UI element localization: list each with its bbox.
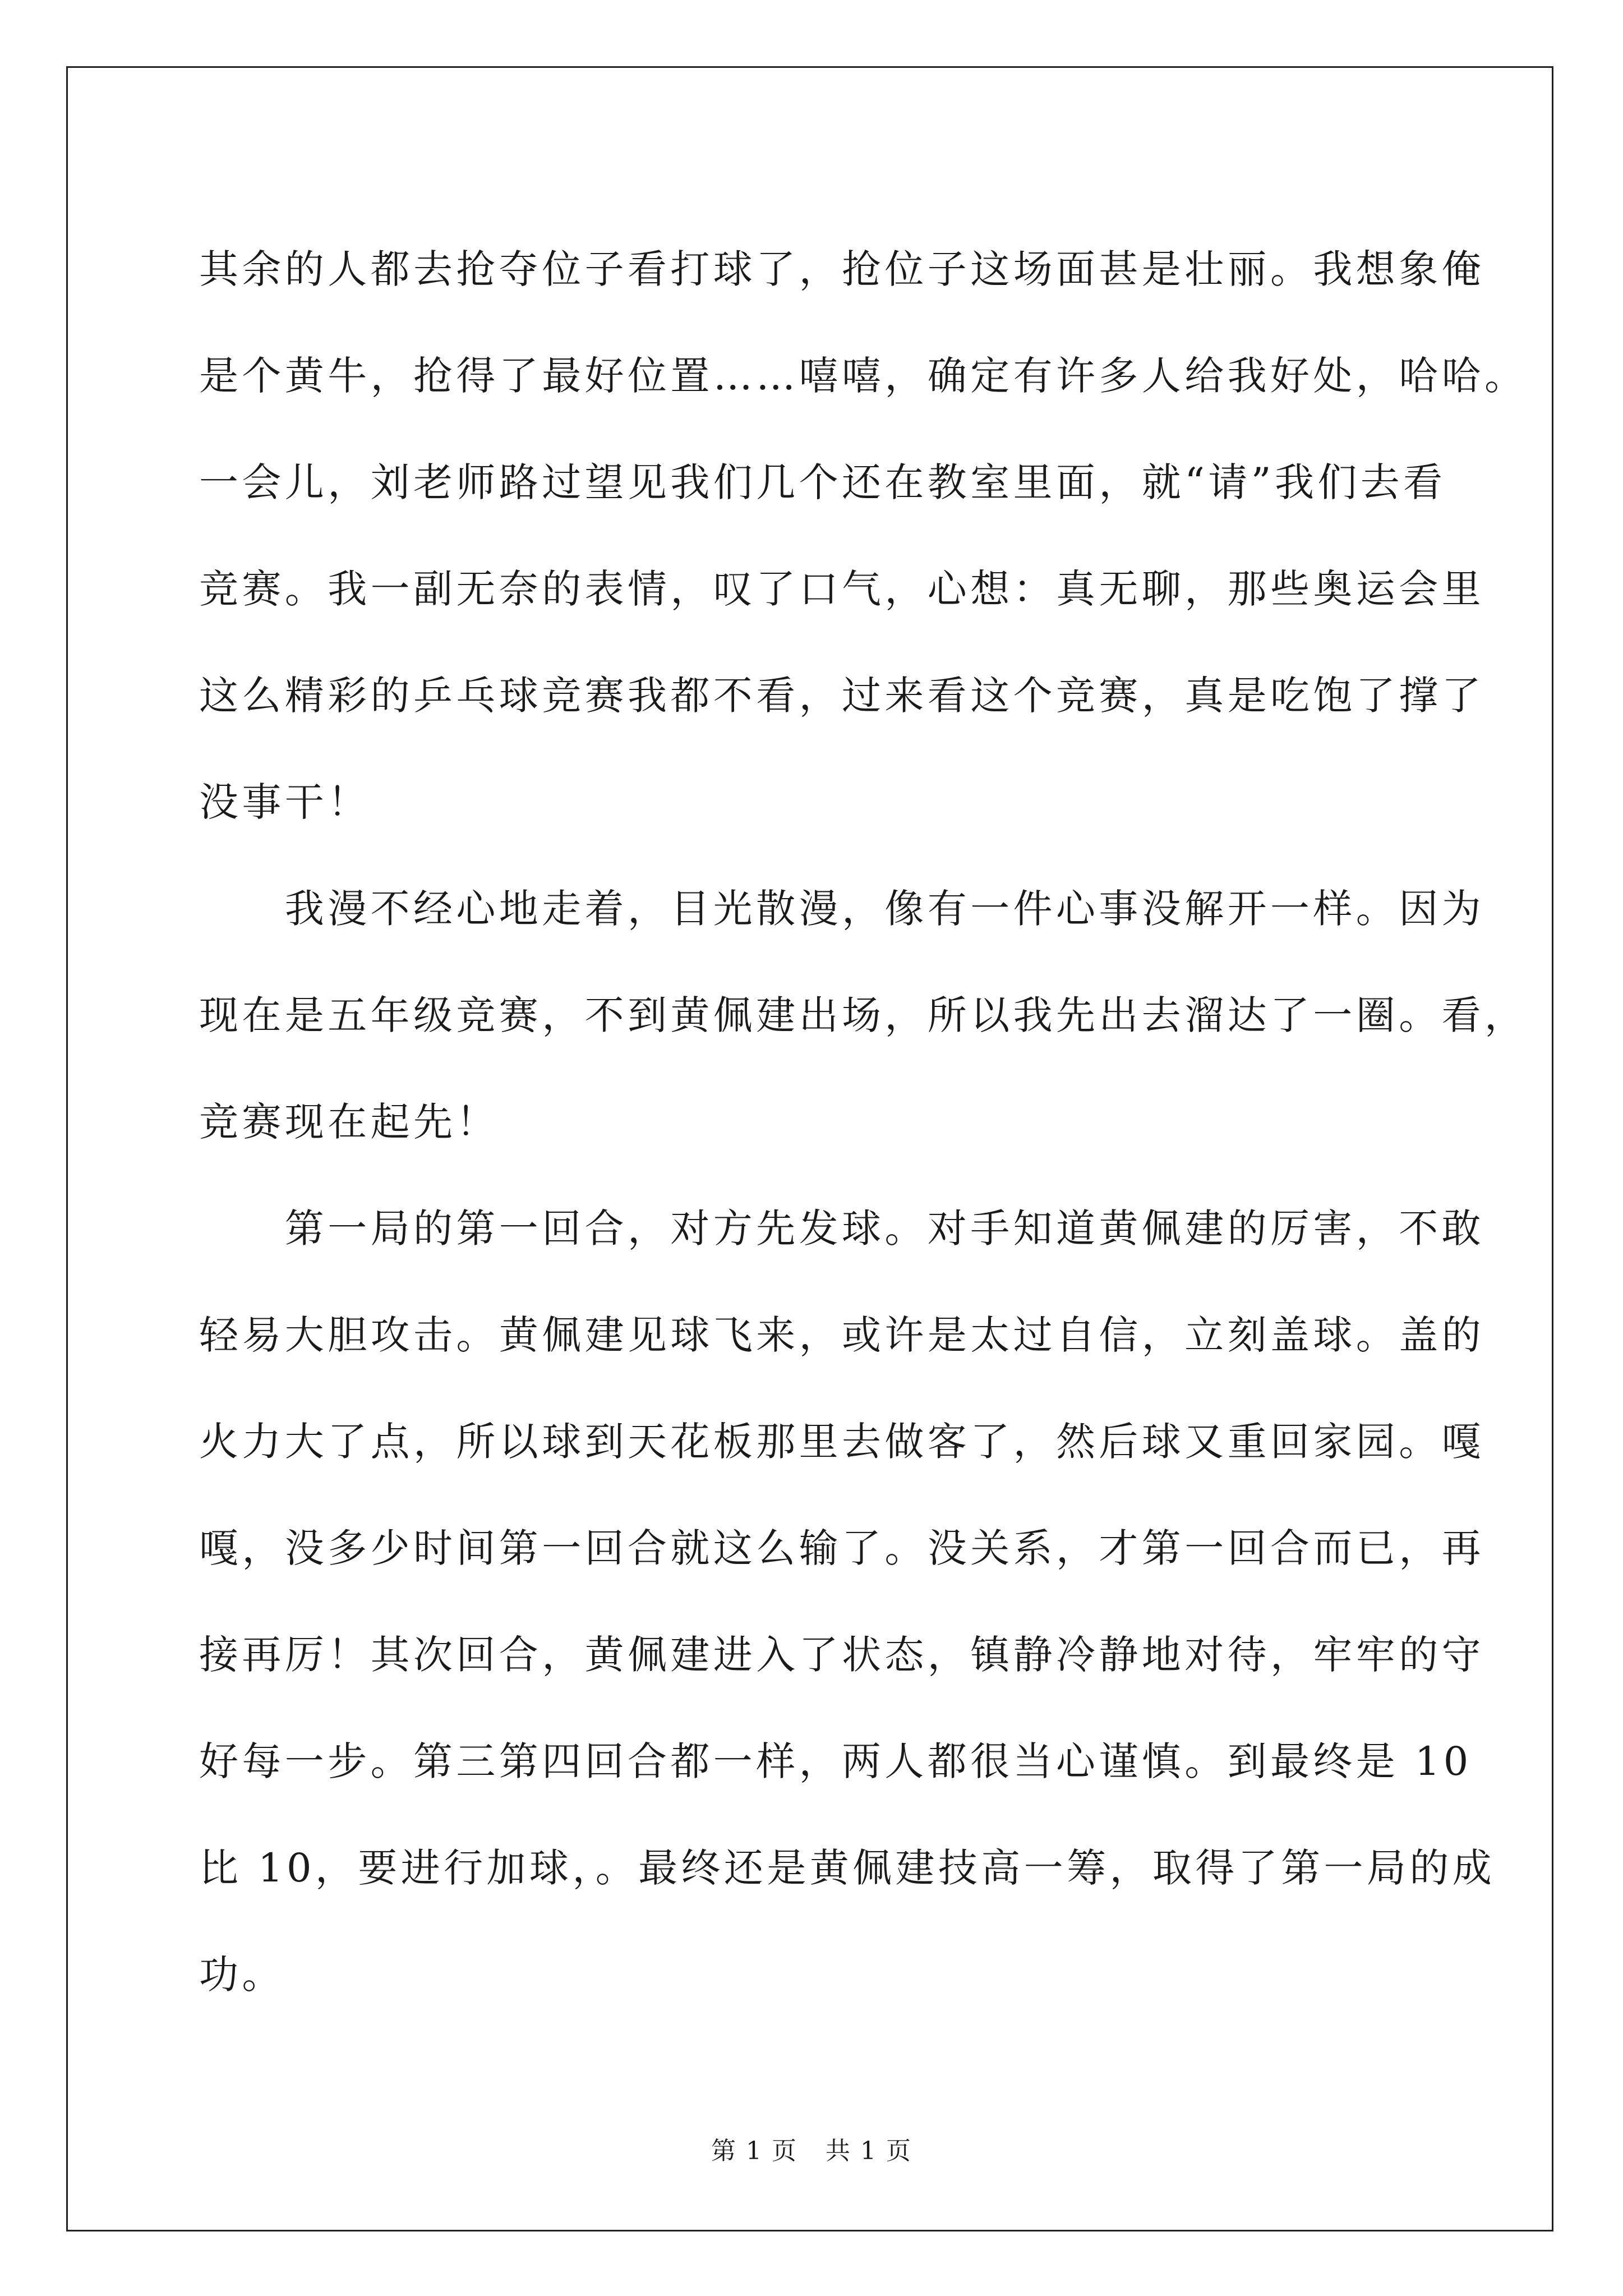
page-number: 第 1 页 (711, 2137, 797, 2165)
paragraph-2 (199, 855, 1528, 1175)
text-line: 火力大了点，所以球到天花板那里去做客了，然后球又重回家园。嘎 (199, 1419, 1484, 1465)
paragraph-1 (199, 216, 1528, 855)
text-line: 嘎，没多少时间第一回合就这么输了。没关系，才第一回合而已，再 (199, 1525, 1484, 1571)
text-line: 是个黄牛，抢得了最好位置……嘻嘻，确定有许多人给我好处，哈哈。 (199, 353, 1528, 399)
text-line: 功。 (199, 1952, 285, 1998)
text-line: 竞赛现在起先！ (199, 1099, 499, 1145)
text-line: 接再厉！其次回合，黄佩建进入了状态，镇静冷静地对待，牢牢的守 (199, 1632, 1484, 1678)
text-line: 好每一步。第三第四回合都一样，两人都很当心谨慎。到最终是 10 (199, 1738, 1472, 1784)
text-line: 我漫不经心地走着，目光散漫，像有一件心事没解开一样。因为 (199, 886, 1484, 932)
text-line: 其余的人都去抢夺位子看打球了，抢位子这场面甚是壮丽。我想象俺 (199, 246, 1484, 292)
document-body (199, 216, 1528, 2028)
text-line: 这么精彩的乒乓球竞赛我都不看，过来看这个竞赛，真是吃饱了撑了 (199, 673, 1484, 719)
page-total: 共 1 页 (826, 2137, 912, 2165)
text-line: 竞赛。我一副无奈的表情，叹了口气，心想：真无聊，那些奥运会里 (199, 566, 1484, 612)
text-line: 现在是五年级竞赛，不到黄佩建出场，所以我先出去溜达了一圈。看， (199, 992, 1528, 1038)
text-line: 第一局的第一回合，对方先发球。对手知道黄佩建的厉害，不敢 (199, 1205, 1484, 1251)
text-line: 没事干！ (199, 779, 371, 825)
text-line: 轻易大胆攻击。黄佩建见球飞来，或许是太过自信，立刻盖球。盖的 (199, 1312, 1484, 1358)
page-footer (0, 2134, 1623, 2168)
paragraph-3 (199, 1175, 1496, 2028)
text-line: 一会儿，刘老师路过望见我们几个还在教室里面，就“请”我们去看 (199, 459, 1446, 505)
text-line: 比 10，要进行加球，。最终还是黄佩建技高一筹，取得了第一局的成 (199, 1845, 1496, 1891)
